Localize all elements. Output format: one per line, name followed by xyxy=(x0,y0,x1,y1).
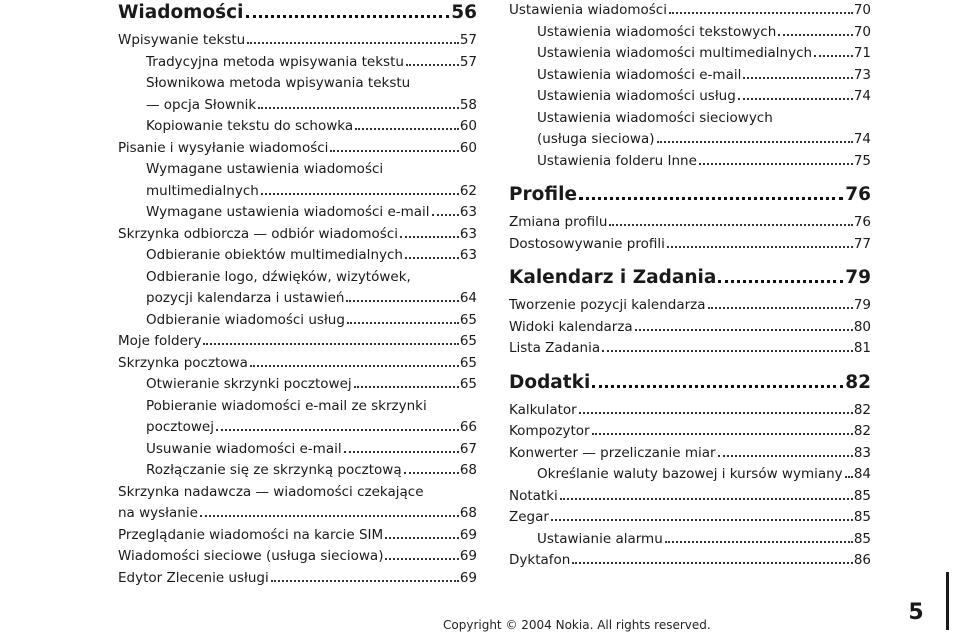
toc-entry-label: Kalkulator xyxy=(509,401,577,418)
toc-entry-line: Odbieranie logo, dźwięków, wizytówek, xyxy=(146,268,411,285)
toc-page-number: 69 xyxy=(459,548,477,564)
dot-leader xyxy=(405,257,459,259)
dot-leader xyxy=(246,15,450,18)
toc-entry[interactable] xyxy=(509,151,871,173)
dot-leader xyxy=(609,224,852,226)
dot-leader xyxy=(708,307,853,309)
toc-entry[interactable] xyxy=(509,0,871,22)
toc-entry[interactable] xyxy=(509,464,871,486)
toc-entry-label: Ustawienia folderu Inne xyxy=(537,152,697,169)
toc-entry-label: multimedialnych xyxy=(146,182,259,199)
toc-entry[interactable] xyxy=(118,568,477,590)
toc-page-number: 74 xyxy=(853,88,871,104)
toc-page-number: 63 xyxy=(459,247,477,263)
toc-entry-label: pozycji kalendarza i ustawień xyxy=(146,290,345,306)
toc-entry-label: Dyktafon xyxy=(509,552,571,568)
toc-entry[interactable] xyxy=(118,353,477,375)
toc-page-number: 76 xyxy=(853,214,871,230)
toc-page-number: 60 xyxy=(459,118,477,134)
dot-leader xyxy=(592,385,843,388)
toc-entry-label: Notatki xyxy=(509,487,558,504)
toc-entry[interactable] xyxy=(118,460,477,482)
toc-entry-label: Odbieranie obiektów multimedialnych xyxy=(146,247,403,263)
toc-entry[interactable] xyxy=(509,43,871,65)
section-heading[interactable] xyxy=(509,182,871,208)
dot-leader xyxy=(271,580,459,582)
toc-entry[interactable] xyxy=(509,234,871,256)
toc-page-number: 65 xyxy=(459,376,477,392)
toc-entry-label: Odbieranie wiadomości usług xyxy=(146,311,345,328)
toc-entry[interactable] xyxy=(118,138,477,160)
dot-leader xyxy=(258,107,459,109)
toc-entry-line: Słownikowa metoda wpisywania tekstu xyxy=(146,75,411,91)
toc-entry[interactable] xyxy=(118,30,477,52)
toc-page-number: 62 xyxy=(459,182,477,199)
toc-page-number: 65 xyxy=(459,311,477,328)
dot-leader xyxy=(261,193,459,195)
toc-entry[interactable] xyxy=(118,202,477,224)
toc-page-number: 63 xyxy=(459,225,477,242)
toc-entry[interactable] xyxy=(118,52,477,74)
dot-leader xyxy=(344,451,459,453)
section-page-number: 56 xyxy=(451,2,477,23)
dot-leader xyxy=(354,386,459,388)
toc-entry-line: Ustawienia wiadomości sieciowych xyxy=(537,109,773,126)
section-heading[interactable] xyxy=(118,0,477,26)
toc-entry[interactable] xyxy=(509,400,871,422)
toc-entry-label: Kopiowanie tekstu do schowka xyxy=(146,118,354,134)
toc-entry-label: Otwieranie skrzynki pocztowej xyxy=(146,376,352,392)
toc-entry-label: Skrzynka odbiorcza — odbiór wiadomości xyxy=(118,225,398,242)
dot-leader xyxy=(778,34,853,36)
toc-entry-label: (usługa sieciowa) xyxy=(537,131,655,147)
toc-page-number: 85 xyxy=(853,530,871,547)
page-edge-rule xyxy=(946,572,949,630)
toc-entry-label: Zegar xyxy=(509,509,549,525)
toc-entry-label: Tworzenie pozycji kalendarza xyxy=(509,297,706,313)
section-title: Kalendarz i Zadania xyxy=(509,267,717,288)
dot-leader xyxy=(400,236,459,238)
toc-entry-line: Pobieranie wiadomości e-mail ze skrzynki xyxy=(146,397,427,414)
toc-page-number: 80 xyxy=(853,318,871,335)
dot-leader xyxy=(385,537,459,539)
toc-page-number: 60 xyxy=(459,139,477,156)
toc-entry[interactable] xyxy=(509,295,871,317)
dot-leader xyxy=(203,343,458,345)
toc-entry-label: na wysłanie xyxy=(118,505,198,521)
toc-entry[interactable] xyxy=(509,486,871,508)
dot-leader xyxy=(699,163,853,165)
dot-leader xyxy=(667,246,853,248)
toc-entry-label: Widoki kalendarza xyxy=(509,318,633,335)
toc-entry-label: Tradycyjna metoda wpisywania tekstu xyxy=(146,53,404,70)
toc-entry-label: Ustawienia wiadomości e-mail xyxy=(537,66,742,83)
toc-page-number: 75 xyxy=(853,152,871,169)
dot-leader xyxy=(572,562,852,564)
toc-page-number: 83 xyxy=(853,444,871,461)
section-heading[interactable] xyxy=(509,265,871,291)
dot-leader xyxy=(845,476,853,478)
dot-leader xyxy=(200,515,459,517)
dot-leader xyxy=(247,42,459,44)
dot-leader xyxy=(592,433,853,435)
toc-page-number: 79 xyxy=(853,297,871,313)
toc-page-number: 85 xyxy=(853,487,871,504)
toc-page-number: 70 xyxy=(853,23,871,40)
toc-page-number: 64 xyxy=(459,290,477,306)
toc-page-number: 73 xyxy=(853,66,871,83)
toc-entry-label: Ustawienia wiadomości usług xyxy=(537,88,736,104)
toc-page-number: 70 xyxy=(853,2,871,18)
toc-entry[interactable] xyxy=(118,224,477,246)
toc-page-number: 69 xyxy=(459,569,477,586)
toc-page-number: 82 xyxy=(853,401,871,418)
toc-entry-label: — opcja Słownik xyxy=(146,96,257,113)
dot-leader xyxy=(404,472,459,474)
dot-leader xyxy=(432,214,459,216)
dot-leader xyxy=(665,541,853,543)
dot-leader xyxy=(743,77,852,79)
toc-page-number: 63 xyxy=(459,204,477,220)
toc-page-number: 68 xyxy=(459,505,477,521)
toc-entry-label: Ustawienia wiadomości multimedialnych xyxy=(537,45,813,61)
dot-leader xyxy=(635,329,853,331)
toc-entry-line: Skrzynka nadawcza — wiadomości czekające xyxy=(118,483,424,500)
toc-page-number: 65 xyxy=(459,333,477,349)
toc-page-number: 82 xyxy=(853,423,871,439)
toc-page-number: 57 xyxy=(459,53,477,70)
dot-leader xyxy=(355,128,459,130)
toc-entry[interactable] xyxy=(118,245,477,267)
toc-entry[interactable] xyxy=(509,86,871,108)
toc-entry-label: Ustawienia wiadomości tekstowych xyxy=(537,23,777,40)
toc-page-number: 68 xyxy=(459,462,477,478)
dot-leader xyxy=(250,365,459,367)
toc-entry-label: Kompozytor xyxy=(509,423,590,439)
toc-page-number: 85 xyxy=(853,509,871,525)
toc-entry-label: Skrzynka pocztowa xyxy=(118,354,248,371)
dot-leader xyxy=(602,350,853,352)
toc-entry-label: pocztowej xyxy=(146,419,214,435)
toc-entry-label: Zmiana profilu xyxy=(509,214,608,230)
toc-entry[interactable] xyxy=(509,65,871,87)
copyright-footer: Copyright © 2004 Nokia. All rights reserved. xyxy=(443,618,711,632)
toc-entry[interactable] xyxy=(118,288,477,310)
section-title: Profile xyxy=(509,184,577,205)
toc-entry[interactable] xyxy=(509,507,871,529)
toc-entry-label: Wiadomości sieciowe (usługa sieciowa) xyxy=(118,548,384,564)
toc-entry[interactable] xyxy=(509,529,871,551)
toc-entry[interactable] xyxy=(118,503,477,525)
dot-leader xyxy=(551,519,853,521)
toc-page-number: 77 xyxy=(853,235,871,252)
toc-entry-label: Określanie waluty bazowej i kursów wymiany xyxy=(537,466,843,482)
toc-page-number: 65 xyxy=(459,354,477,371)
section-page-number: 76 xyxy=(845,184,871,205)
toc-page-number: 67 xyxy=(459,440,477,457)
toc-page-number: 86 xyxy=(853,552,871,568)
toc-page-number: 58 xyxy=(459,96,477,113)
toc-left-column xyxy=(118,0,477,589)
toc-page-number: 69 xyxy=(459,526,477,543)
toc-page-number: 74 xyxy=(853,131,871,147)
toc-entry-label: Usuwanie wiadomości e-mail xyxy=(146,440,342,457)
section-title: Dodatki xyxy=(509,371,591,393)
toc-page-number: 71 xyxy=(853,45,871,61)
dot-leader xyxy=(814,55,853,57)
dot-leader xyxy=(579,197,843,200)
toc-entry-label: Konwerter — przeliczanie miar xyxy=(509,444,716,461)
dot-leader xyxy=(738,98,853,100)
toc-entry-label: Pisanie i wysyłanie wiadomości xyxy=(118,139,329,156)
toc-entry[interactable] xyxy=(118,331,477,353)
toc-entry[interactable] xyxy=(509,22,871,44)
toc-entry[interactable] xyxy=(118,181,477,203)
dot-leader xyxy=(669,12,853,14)
toc-entry[interactable] xyxy=(509,550,871,572)
toc-entry[interactable] xyxy=(118,116,477,138)
dot-leader xyxy=(657,141,853,143)
dot-leader xyxy=(385,558,458,560)
toc-entry-label: Ustawianie alarmu xyxy=(537,530,663,547)
toc-entry[interactable] xyxy=(509,129,871,151)
toc-entry-label: Lista Zadania xyxy=(509,340,601,356)
toc-entry[interactable] xyxy=(118,310,477,332)
toc-entry-label: Moje foldery xyxy=(118,333,202,349)
toc-entry[interactable] xyxy=(118,439,477,461)
toc-entry-label: Dostosowywanie profili xyxy=(509,235,665,252)
toc-entry-label: Edytor Zlecenie usługi xyxy=(118,569,269,586)
toc-page-number: 81 xyxy=(853,340,871,356)
toc-page-number: 84 xyxy=(853,466,871,482)
toc-entry[interactable] xyxy=(118,374,477,396)
toc-entry-label: Rozłączanie się ze skrzynką pocztową xyxy=(146,462,402,478)
toc-entry[interactable] xyxy=(118,95,477,117)
dot-leader xyxy=(330,150,458,152)
dot-leader xyxy=(347,322,459,324)
dot-leader xyxy=(579,412,853,414)
toc-entry-line: Wymagane ustawienia wiadomości xyxy=(146,161,384,177)
toc-entry-label: Wpisywanie tekstu xyxy=(118,32,246,48)
toc-entry-label: Przeglądanie wiadomości na karcie SIM xyxy=(118,526,384,543)
section-page-number: 82 xyxy=(845,371,871,393)
toc-entry[interactable] xyxy=(509,317,871,339)
dot-leader xyxy=(718,455,853,457)
toc-entry[interactable] xyxy=(118,546,477,568)
toc-right-column xyxy=(509,0,871,572)
dot-leader xyxy=(406,64,459,66)
toc-page-number: 57 xyxy=(459,32,477,48)
toc-entry-label: Wymagane ustawienia wiadomości e-mail xyxy=(146,204,430,220)
section-heading[interactable] xyxy=(509,370,871,396)
toc-entry[interactable] xyxy=(509,212,871,234)
section-title: Wiadomości xyxy=(118,2,244,23)
toc-entry-label: Ustawienia wiadomości xyxy=(509,2,667,18)
toc-page-number: 66 xyxy=(459,419,477,435)
page-number: 5 xyxy=(908,600,924,625)
toc-entry[interactable] xyxy=(509,338,871,360)
toc-entry[interactable] xyxy=(509,421,871,443)
dot-leader xyxy=(560,498,853,500)
dot-leader xyxy=(346,300,458,302)
section-page-number: 79 xyxy=(845,267,871,288)
dot-leader xyxy=(216,429,459,431)
toc-entry[interactable] xyxy=(118,525,477,547)
dot-leader xyxy=(718,280,843,283)
toc-entry[interactable] xyxy=(509,443,871,465)
toc-entry[interactable] xyxy=(118,417,477,439)
